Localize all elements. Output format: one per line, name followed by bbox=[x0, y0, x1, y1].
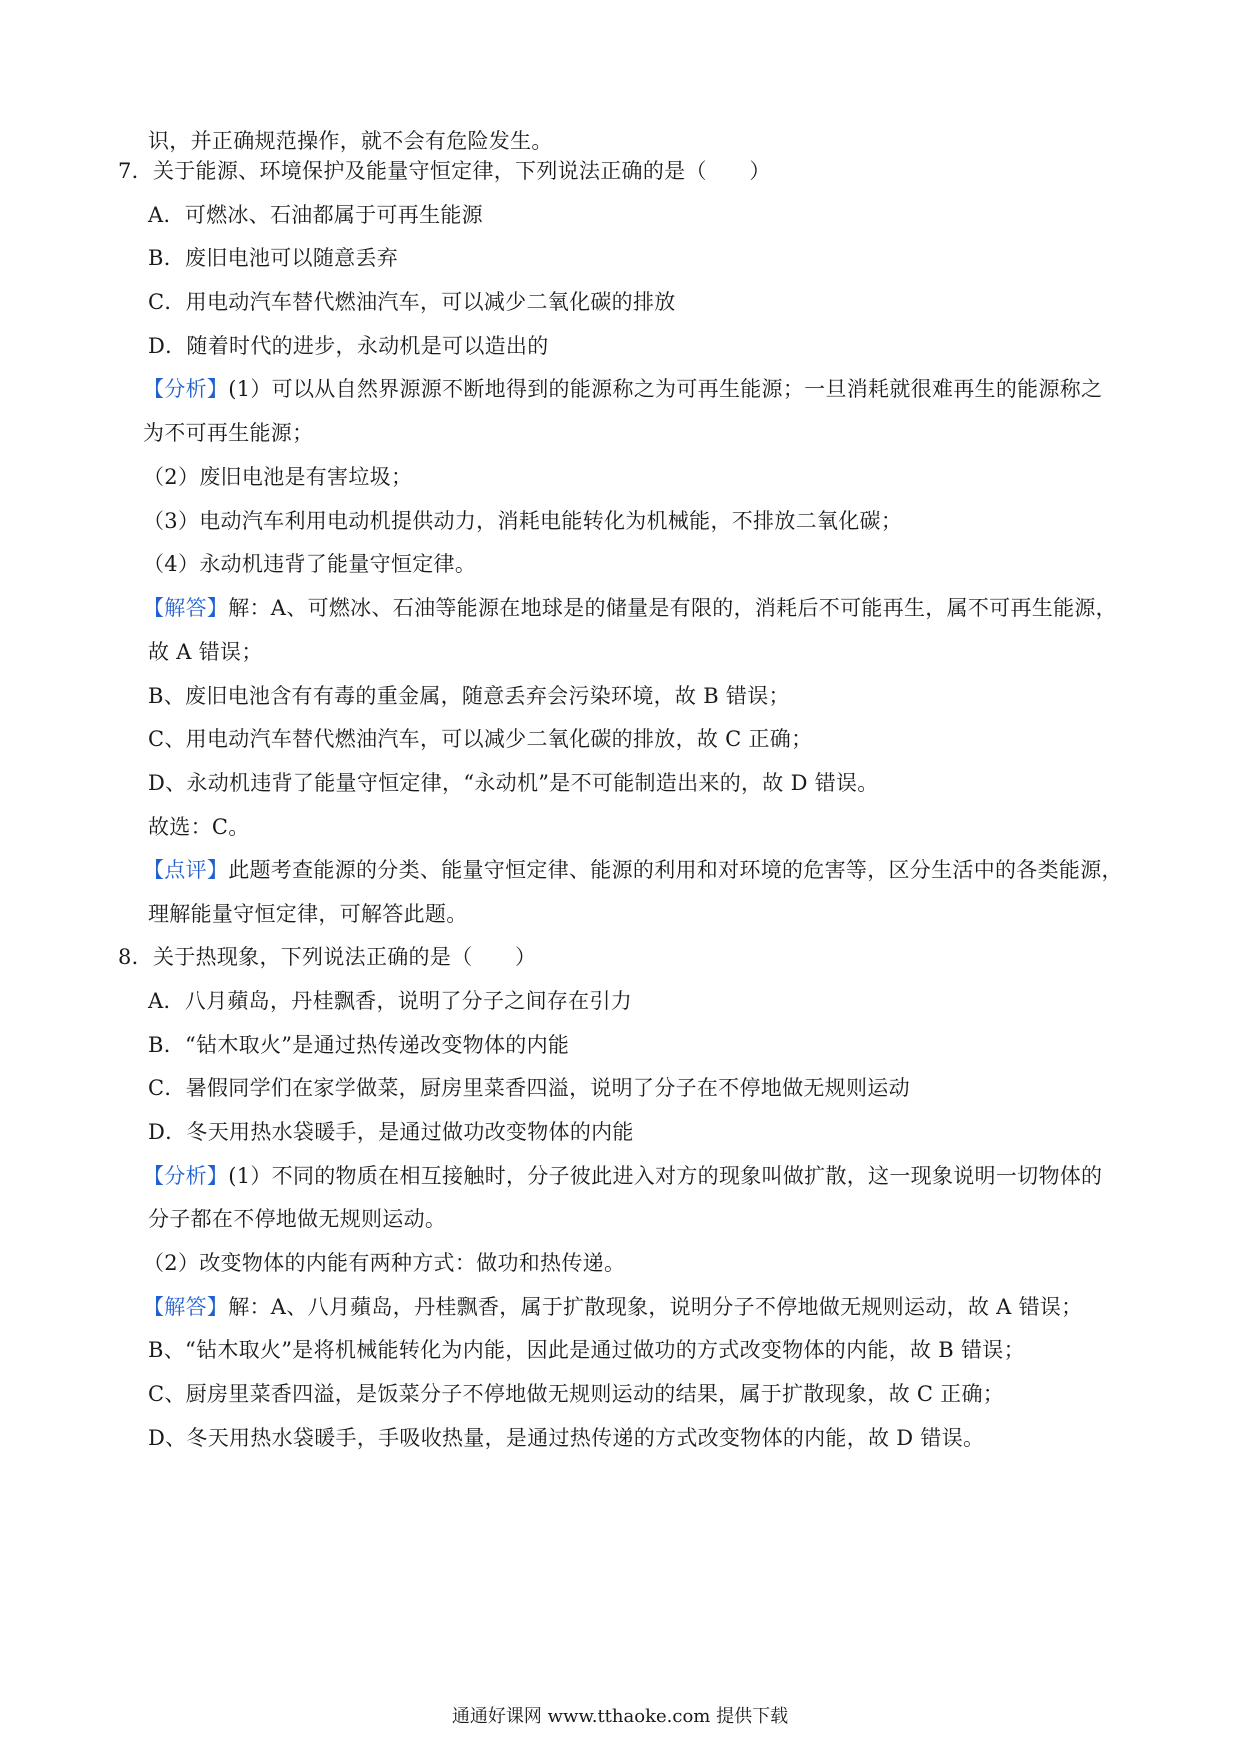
answer-line: D、永动机违背了能量守恒定律，“永动机”是不可能制造出来的，故 D 错误。 bbox=[148, 771, 879, 795]
paragraph-line: 识，并正确规范操作，就不会有危险发生。 bbox=[148, 129, 553, 153]
answer-line: B、废旧电池含有有毒的重金属，随意丢弃会污染环境，故 B 错误； bbox=[148, 684, 790, 708]
question-8-option-b: B．“钻木取火”是通过热传递改变物体的内能 bbox=[148, 1033, 570, 1057]
analysis-line: （4）永动机违背了能量守恒定律。 bbox=[143, 552, 477, 576]
analysis-line: （3）电动汽车利用电动机提供动力，消耗电能转化为机械能，不排放二氧化碳； bbox=[143, 509, 903, 533]
comment-text: 此题考查能源的分类、能量守恒定律、能源的利用和对环境的危害等，区分生活中的各类能源， bbox=[228, 858, 1123, 882]
analysis-line: 为不可再生能源； bbox=[143, 421, 314, 445]
question-7-option-c: C．用电动汽车替代燃油汽车，可以减少二氧化碳的排放 bbox=[148, 290, 676, 314]
question-8-option-a: A．八月蘋岛，丹桂飘香，说明了分子之间存在引力 bbox=[148, 989, 633, 1013]
answer-line: 故 A 错误； bbox=[148, 640, 263, 664]
analysis-text: (1）可以从自然界源源不断地得到的能源称之为可再生能源；一旦消耗就很难再生的能源称之 bbox=[228, 377, 1103, 401]
answer-text: 解：A、八月蘋岛，丹桂飘香，属于扩散现象，说明分子不停地做无规则运动，故 A 错误； bbox=[228, 1295, 1083, 1319]
answer-line: C、厨房里菜香四溢，是饭菜分子不停地做无规则运动的结果，属于扩散现象，故 C 正确； bbox=[148, 1382, 1005, 1406]
question-8-option-c: C．暑假同学们在家学做菜，厨房里菜香四溢，说明了分子在不停地做无规则运动 bbox=[148, 1076, 910, 1100]
answer-text: 解：A、可燃冰、石油等能源在地球是的储量是有限的，消耗后不可能再生，属不可再生能源， bbox=[228, 596, 1117, 620]
question-7-analysis bbox=[143, 374, 1102, 404]
question-8-analysis bbox=[143, 1161, 1102, 1191]
comment-line: 理解能量守恒定律，可解答此题。 bbox=[148, 902, 468, 926]
question-8-stem: 8．关于热现象，下列说法正确的是（ ） bbox=[118, 945, 537, 969]
question-8-option-d: D．冬天用热水袋暖手，是通过做功改变物体的内能 bbox=[148, 1120, 634, 1144]
answer-line: B、“钻木取火”是将机械能转化为内能，因此是通过做功的方式改变物体的内能，故 B 错误； bbox=[148, 1338, 1025, 1362]
question-7-comment bbox=[143, 855, 1123, 885]
answer-line: C、用电动汽车替代燃油汽车，可以减少二氧化碳的排放，故 C 正确； bbox=[148, 727, 813, 751]
question-7-stem: 7．关于能源、环境保护及能量守恒定律，下列说法正确的是（ ） bbox=[118, 159, 771, 183]
analysis-line: 分子都在不停地做无规则运动。 bbox=[148, 1207, 447, 1231]
question-7-option-b: B．废旧电池可以随意丢弃 bbox=[148, 246, 399, 270]
analysis-line: （2）废旧电池是有害垃圾； bbox=[143, 465, 413, 489]
comment-tag: 【点评】 bbox=[143, 858, 229, 882]
question-7-option-d: D．随着时代的进步，永动机是可以造出的 bbox=[148, 334, 549, 358]
analysis-tag: 【分析】 bbox=[143, 1164, 229, 1188]
answer-tag: 【解答】 bbox=[143, 1295, 229, 1319]
page-footer: 通通好课网 www.tthaoke.com 提供下载 bbox=[451, 1706, 789, 1727]
answer-tag: 【解答】 bbox=[143, 596, 229, 620]
question-7-answer bbox=[143, 593, 1117, 623]
answer-choice: 故选：C。 bbox=[148, 815, 250, 839]
analysis-text: (1）不同的物质在相互接触时，分子彼此进入对方的现象叫做扩散，这一现象说明一切物体的 bbox=[228, 1164, 1103, 1188]
question-8-answer bbox=[143, 1292, 1082, 1322]
analysis-tag: 【分析】 bbox=[143, 377, 229, 401]
question-7-option-a: A．可燃冰、石油都属于可再生能源 bbox=[148, 203, 483, 227]
analysis-line: （2）改变物体的内能有两种方式：做功和热传递。 bbox=[143, 1251, 626, 1275]
answer-line: D、冬天用热水袋暖手，手吸收热量，是通过热传递的方式改变物体的内能，故 D 错误。 bbox=[148, 1426, 985, 1450]
